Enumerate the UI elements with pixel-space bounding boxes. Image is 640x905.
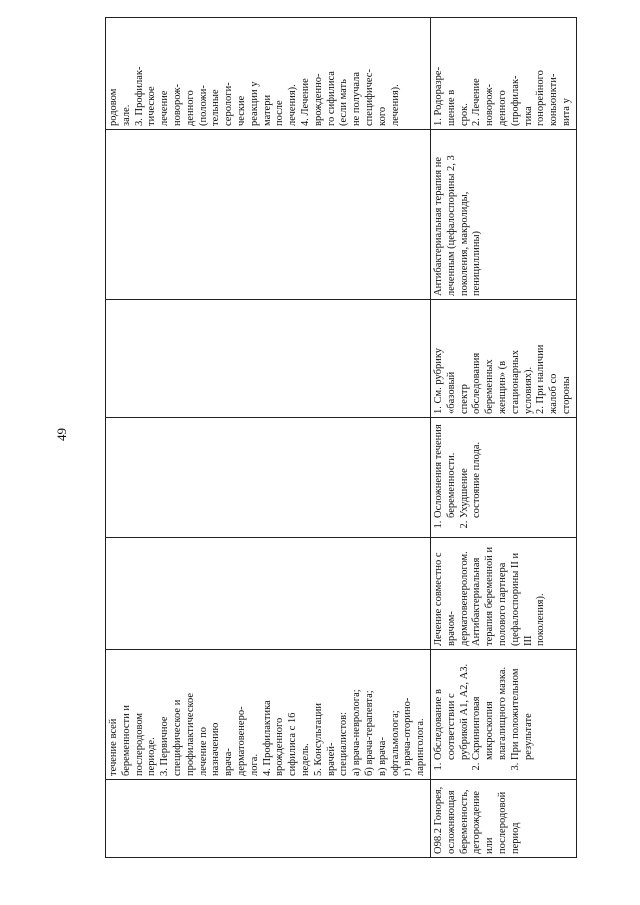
row1-exam-text — [108, 653, 428, 776]
text-line: беременности и — [120, 705, 132, 776]
row2-diagnosis-cell — [430, 780, 576, 858]
text-line: коньюнкти- — [548, 73, 560, 126]
text-line: дерматовенерологом. — [458, 551, 470, 646]
row1-hospital-treatment-cell — [106, 130, 431, 300]
text-line: обследования — [471, 352, 483, 414]
page-number: 49 — [54, 428, 69, 441]
text-line: периоде. — [146, 737, 158, 776]
text-line: вита у — [560, 98, 572, 126]
text-line: специалистов: — [338, 711, 350, 776]
text-line: специфичес- — [363, 69, 375, 126]
text-line: г) врача-оторино- — [402, 697, 414, 776]
text-line: срок. — [458, 103, 470, 126]
text-line: б) врача-терапевта; — [363, 690, 375, 776]
text-line: течение всей — [108, 718, 119, 776]
text-line: лечения). — [389, 84, 401, 126]
text-line: реакции у — [248, 81, 260, 126]
text-line: новорож- — [171, 84, 183, 126]
text-line: спектр — [458, 384, 470, 414]
text-line: 1. См. рубрику — [432, 347, 444, 414]
text-line: тика — [522, 106, 534, 126]
treatment-text — [433, 541, 548, 646]
row2-exam-cell — [430, 650, 576, 780]
text-line: врожденно- — [312, 73, 324, 126]
row1-exam-cell — [106, 650, 431, 780]
text-line: лечения). — [287, 84, 299, 126]
row2-hospital-exam-cell — [430, 300, 576, 418]
text-line: (профилак- — [509, 75, 521, 126]
text-line: послеродовом — [133, 712, 145, 776]
text-line: стороны — [560, 376, 572, 414]
diagnosis-text: O98.2 Гонорея, осложняющая беременность, деторождение или послеродовой период — [432, 786, 521, 854]
list-item: 2. Ухудшение состояние плода. — [459, 421, 485, 518]
list-item: 1. Обследование в соответствии с рубрикой А1, А2, А3. — [433, 653, 471, 760]
text-line: терапия беременной и — [484, 546, 496, 646]
text-line: профилактическое — [184, 692, 196, 776]
text-line: 2. При наличии — [535, 344, 547, 414]
text-line: в) врача- — [376, 737, 388, 776]
text-line: сифилиса с 16 — [287, 712, 299, 776]
row1-treatment-cell — [106, 538, 431, 650]
row1-indications-cell — [106, 418, 431, 538]
text-line: 1. Родоразре- — [432, 66, 444, 126]
text-line: денного — [184, 90, 196, 126]
text-line: Лечение совместно с — [432, 552, 444, 646]
text-line: 2. Лечение — [471, 78, 483, 126]
text-line: шение в — [445, 89, 457, 126]
text-line: новорож- — [484, 84, 496, 126]
text-line: недель. — [299, 743, 311, 776]
text-line: (если мать — [338, 79, 350, 126]
text-line: беременных — [484, 359, 496, 414]
row2-treatment-cell — [430, 538, 576, 650]
text-line: поколения). — [535, 593, 547, 646]
text-line: условиях). — [522, 366, 534, 414]
text-line: лога. — [248, 753, 260, 776]
text-line: врача- — [223, 748, 235, 776]
text-line: офтальмолога; — [389, 710, 401, 776]
text-line: серологи- — [223, 82, 235, 126]
row1-hospital-exam-cell — [106, 300, 431, 418]
text-line: ческие — [235, 95, 247, 126]
table-row — [430, 18, 576, 858]
text-line: зале. — [120, 104, 132, 126]
row2-hospital-treatment-cell — [430, 130, 576, 300]
row2-indications-cell — [430, 418, 576, 538]
text-line: тельные — [210, 89, 222, 126]
row1-outcome-cell — [106, 18, 431, 130]
text-line: тическое — [146, 86, 158, 126]
text-line: ларинголога. — [415, 718, 427, 776]
text-line: дерматовенеро- — [235, 706, 247, 776]
row2-outcome-cell — [430, 18, 576, 130]
text-line: денного — [496, 90, 508, 126]
text-line: 4. Профилактика — [261, 700, 273, 776]
treatment-standards-table — [105, 17, 577, 858]
text-line: (цефалоспорины II и III — [509, 552, 534, 646]
text-line: полового партнера — [496, 562, 508, 646]
rotated-table-sheet — [105, 18, 572, 858]
text-line: лечение по — [197, 727, 209, 776]
text-line: жалоб со — [548, 373, 560, 414]
text-line: 5. Консультации — [312, 702, 324, 776]
text-line: женщин» (в — [496, 360, 508, 414]
list-item: 1. Осложнения течения беременности. — [433, 421, 459, 518]
text-line: врачом- — [445, 611, 457, 646]
text-line: лечение — [159, 90, 171, 126]
text-line: специфическое и — [171, 699, 183, 776]
list-item: 3. При положительном результате — [510, 653, 536, 760]
text-line: (положи- — [197, 85, 209, 126]
text-line: кого — [376, 106, 388, 126]
text-line: не получала — [351, 71, 363, 126]
indications-list — [433, 421, 484, 534]
text-line: назначению — [210, 722, 222, 776]
text-line: врожденного — [274, 717, 286, 776]
text-line: гонорейного — [535, 70, 547, 126]
text-line: го сифилиса — [325, 71, 337, 126]
hospital-exam-text — [433, 303, 574, 414]
text-line: Антибактериальная — [471, 557, 483, 646]
text-line: 3. Профилак- — [133, 66, 145, 126]
list-item: 2. Скрининговая микроскопия влагалищного мазка. — [471, 653, 509, 760]
text-line: «базовый — [445, 371, 457, 414]
hospital-treatment-text: Антибактериальная терапия не леченным (цефалоспорины 2, 3 поколения, макролиды, пенициллины) — [432, 155, 483, 296]
text-line: 4. Лечение — [299, 78, 311, 126]
text-line: матери — [261, 94, 273, 126]
text-line: после — [274, 100, 286, 126]
text-line: стационарных — [509, 350, 521, 414]
row1-diagnosis-cell — [106, 780, 431, 858]
text-line: 3. Первичное — [159, 716, 171, 776]
table-row — [106, 18, 431, 858]
text-line: врачей- — [325, 742, 337, 776]
row1-outcome-text — [108, 21, 402, 126]
exam-list — [433, 653, 535, 776]
text-line: а) врача-невролога; — [351, 689, 363, 776]
outcome-text — [433, 21, 574, 126]
text-line: родовом — [108, 88, 119, 126]
